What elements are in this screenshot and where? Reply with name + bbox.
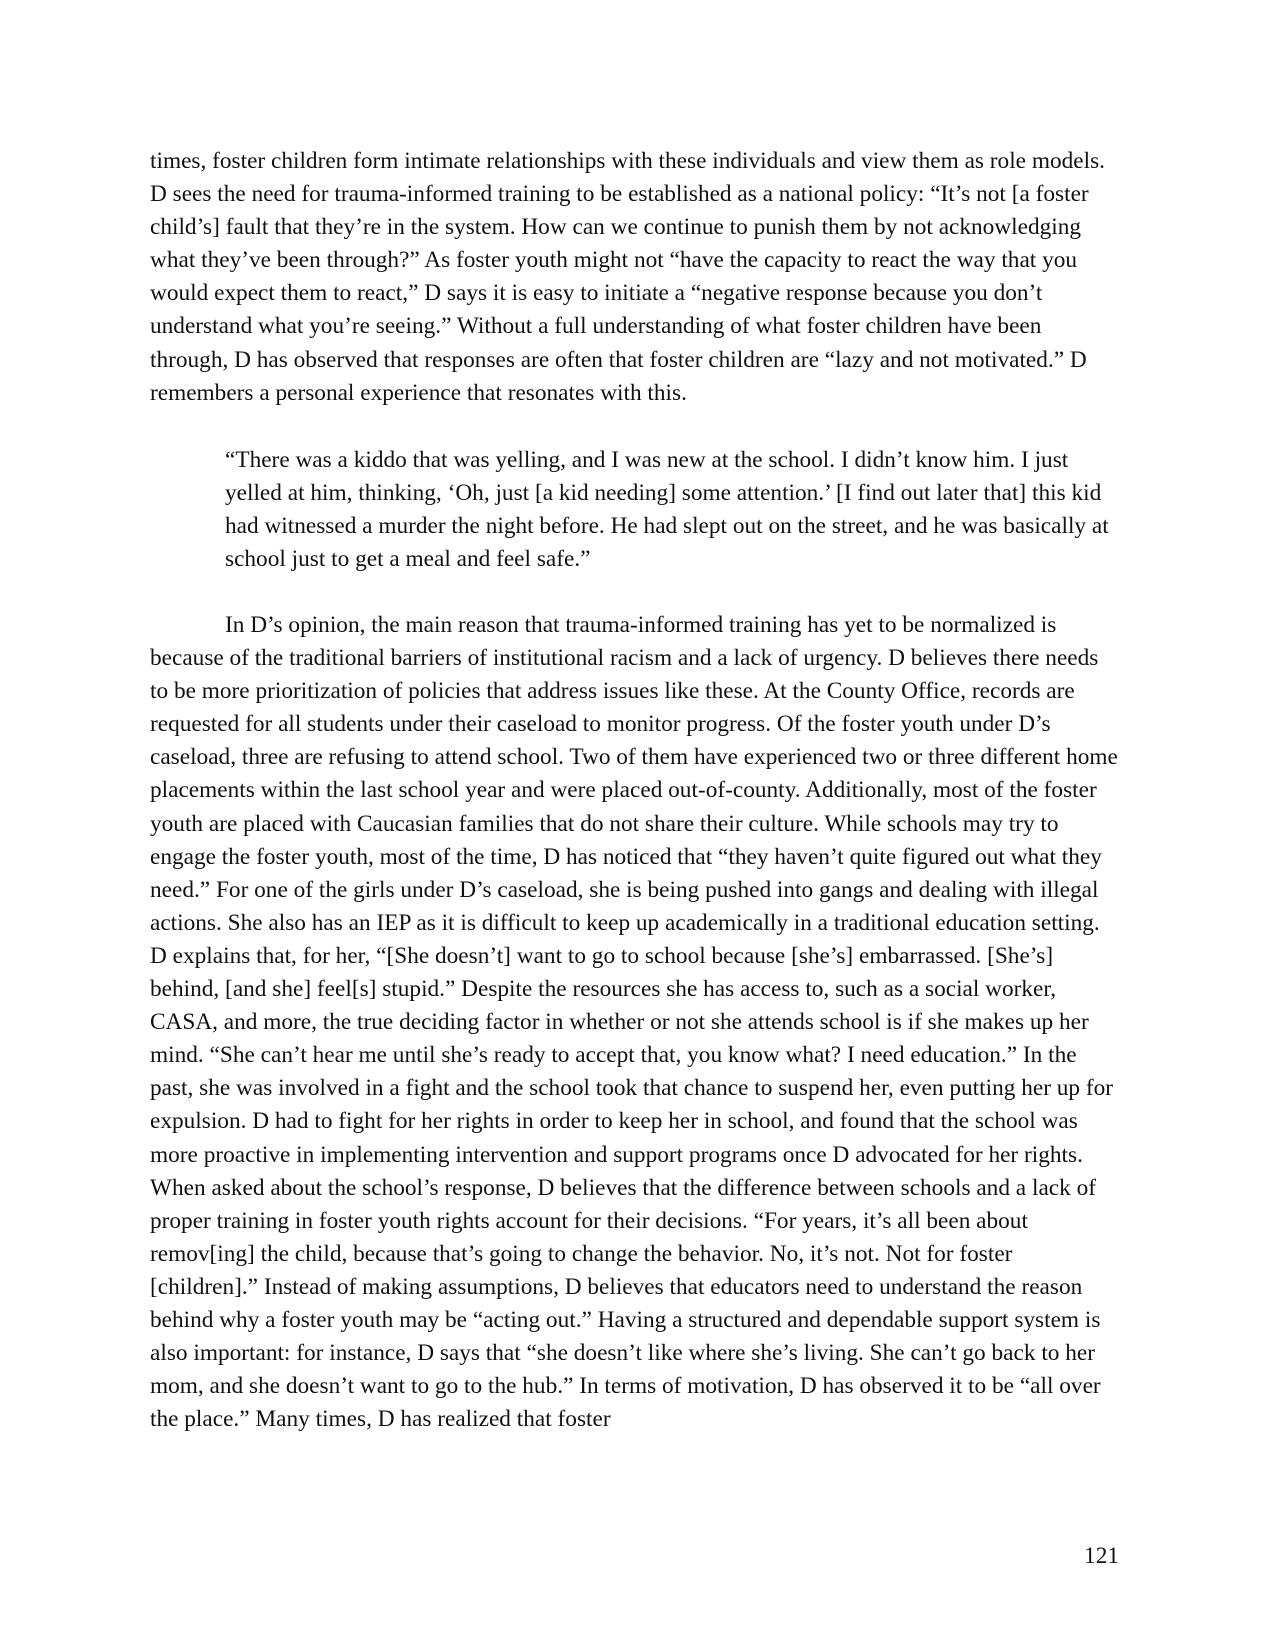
page-number: 121 xyxy=(1084,1543,1119,1569)
body-paragraph: In D’s opinion, the main reason that trauma-informed training has yet to be normalized is because of the traditional barriers of institutional racism and a lack of urgency. D believes there needs to be more prioritization of policies that address issues like these. At the County Office, records are requested for all students under their caseload to monitor progress. Of the foster youth under D’s caseload, three are refusing to attend school. Two of them have experienced two or three different home placements within the last school year and were placed out-of-county. Additionally, most of the foster youth are placed with Caucasian families that do not share their culture. While schools may try to engage the foster youth, most of the time, D has noticed that “they haven’t quite figured out what they need.” For one of the girls under D’s caseload, she is being pushed into gangs and dealing with illegal actions. She also has an IEP as it is difficult to keep up academically in a traditional education setting. D explains that, for her, “[She doesn’t] want to go to school because [she’s] embarrassed. [She’s] behind, [and she] feel[s] stupid.” Despite the resources she has access to, such as a social worker, CASA, and more, the true deciding factor in whether or not she attends school is if she makes up her mind. “She can’t hear me until she’s ready to accept that, you know what? I need education.” In the past, she was involved in a fight and the school took that chance to suspend her, even putting her up for expulsion. D had to fight for her rights in order to keep her in school, and found that the school was more proactive in implementing intervention and support programs once D advocated for her rights. When asked about the school’s response, D believes that the difference between schools and a lack of proper training in foster youth rights account for their decisions. “For years, it’s all been about remov[ing] the child, because that’s going to change the behavior. No, it’s not. Not for foster [children].” Instead of making assumptions, D believes that educators need to understand the reason behind why a foster youth may be “acting out.” Having a structured and dependable support system is also important: for instance, D says that “she doesn’t like where she’s living. She can’t go back to her mom, and she doesn’t want to go to the hub.” In terms of motivation, D has observed it to be “all over the place.” Many times, D has realized that foster xyxy=(150,612,1118,1433)
body-paragraph-continued: times, foster children form intimate relationships with these individuals and view them as role models. D sees the need for trauma-informed training to be established as a national policy: “It’s not [a foster child’s] fault that they’re in the system. How can we continue to punish them by not acknowledging what they’ve been through?” As foster youth might not “have the capacity to react the way that you would expect them to react,” D says it is easy to initiate a “negative response because you don’t understand what you’re seeing.” Without a full understanding of what foster children have been through, D has observed that responses are often that foster children are “lazy and not motivated.” D remembers a personal experience that resonates with this. xyxy=(150,148,1105,406)
block-quote: “There was a kiddo that was yelling, and I was new at the school. I didn’t know him. I just yelled at him, thinking, ‘Oh, just [a kid needing] some attention.’ [I find out later that] this kid had witnessed a murder the night before. He had slept out on the street, and he was basically at school just to get a meal and feel safe.” xyxy=(225,447,1109,572)
